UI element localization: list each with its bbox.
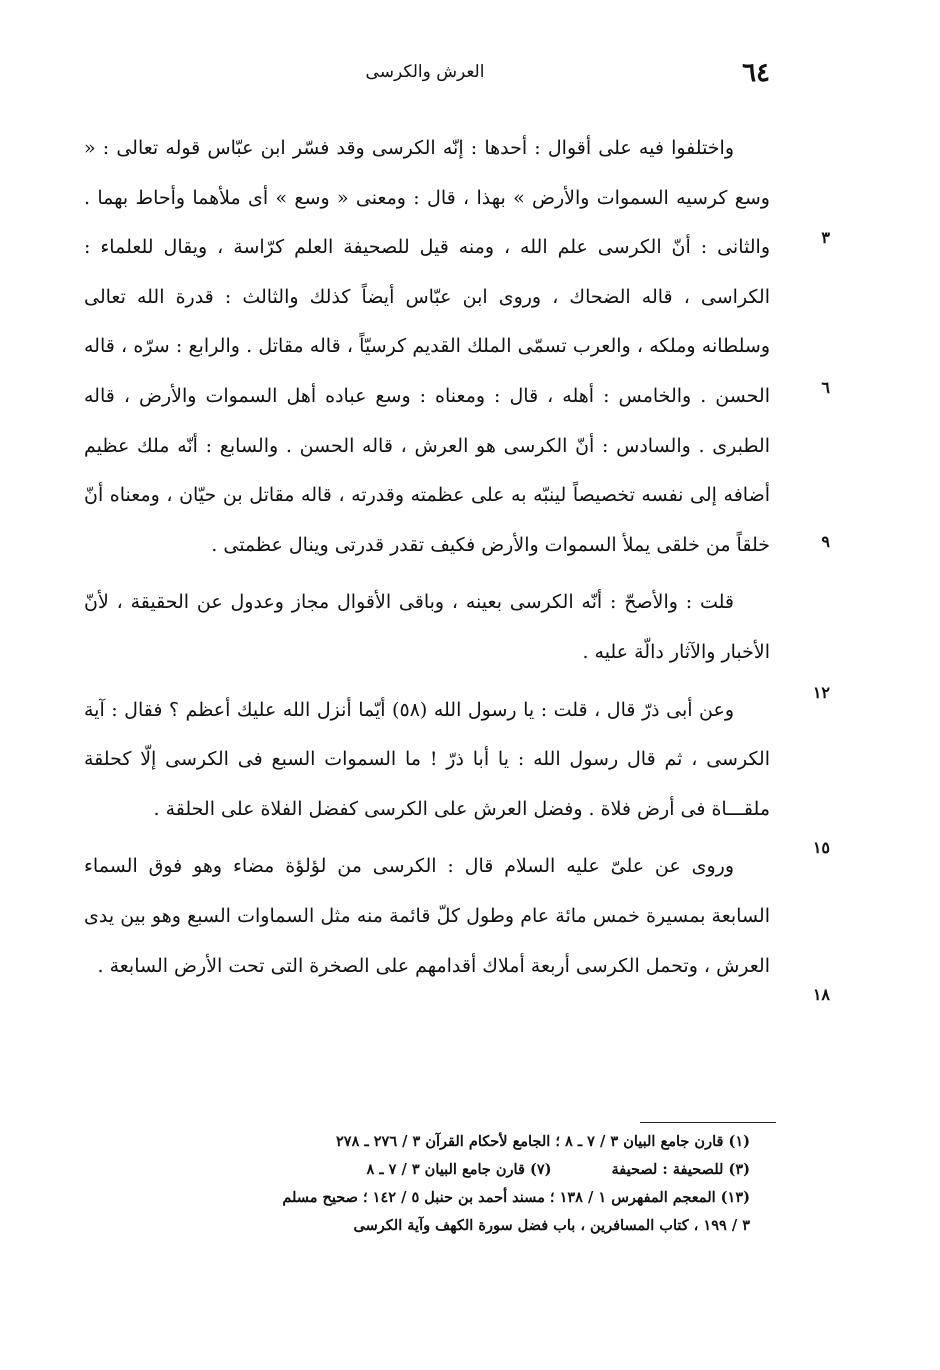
paragraph: قلت : والأصحّ : أنّه الكرسى بعينه ، وباقى الأقوال مجاز وعدول عن الحقيقة ، لأنّ الأخبار والآثار دالّة عليه . [84,591,770,663]
footnotes [100,1128,750,1240]
paragraph: وعن أبى ذرّ قال ، قلت : يا رسول الله (٥٨) أيّما أنزل الله عليك أعظم ؟ فقال : آية الكرسى ، ثم قال رسول الله : يا أبا ذرّ ! ما السموات السبع فى الكرسى إلّا كحلقة ملقـــاة فى أرض فلاة . وفضل العرش على الكرسى كفضل الفلاة على الحلقة . [84,698,770,820]
page-number: ٦٤ [742,58,770,88]
line-number: ١٢ [812,683,830,702]
running-head [80,58,770,94]
footnote: (٧) قارن جامع البيان ٣ / ٧ ـ ٨ [366,1161,552,1178]
main-text [84,124,770,991]
footnote: (١٣) المعجم المفهرس ١ / ١٣٨ ؛ مسند أحمد بن حنبل ٥ / ١٤٢ ؛ صحيح مسلم [282,1189,750,1206]
paragraph: وروى عن علىّ عليه السلام قال : الكرسى من لؤلؤة مضاء وهو فوق السماء السابعة بمسيرة خمس مائة عام وطول كلّ قائمة منه مثل السماوات السبع وهو بين يدى العرش ، وتحمل الكرسى أربعة أملاك أقدامهم على الصخرة التى تحت الأرض السابعة . [84,855,770,977]
line-number: ١٨ [812,985,830,1004]
footnote-continuation: ٣ / ١٩٩ ، كتاب المسافرين ، باب فضل سورة الكهف وآية الكرسى [353,1217,750,1234]
running-title: العرش والكرسى [365,62,485,82]
line-number: ٦ [821,378,830,397]
line-number: ٩ [821,532,830,551]
line-number: ١٥ [812,838,830,857]
footnote: (٣) للصحيفة : لصحيفة [611,1161,750,1178]
footnote-row [100,1156,750,1184]
line-number: ٣ [821,228,830,247]
paragraph: واختلفوا فيه على أقوال : أحدها : إنّه الكرسى وقد فسّر ابن عبّاس قوله تعالى : « وسع كرسيه السموات والأرض » بهذا ، قال : ومعنى « وسع » أى ملأهما وأحاط بهما . والثانى : أنّ الكرسى علم الله ، ومنه قيل للصحيفة العلم كرّاسة ، ويقال للعلماء : الكراسى ، قاله الضحاك ، وروى ابن عبّاس أيضاً كذلك والثالث : قدرة الله تعالى وسلطانه وملكه ، والعرب تسمّى الملك القديم كرسيّاً ، قاله مقاتل . والرابع : سرّه ، قاله الحسن . والخامس : أهله ، قال : ومعناه : وسع عباده أهل السموات والأرض ، قاله الطبرى . والسادس : أنّ الكرسى هو العرش ، قاله الحسن . والسابع : أنّه ملك عظيم أضافه إلى نفسه تخصيصاً لينبّه به على عظمته وقدرته ، قاله مقاتل بن حيّان ، ومعناه أنّ خلقاً من خلقى يملأ السموات والأرض فكيف تقدر قدرتى وينال عظمتى . [84,137,770,556]
footnote: (١) قارن جامع البيان ٣ / ٧ ـ ٨ ؛ الجامع لأحكام القرآن ٣ / ٢٧٦ ـ ٢٧٨ [336,1133,750,1150]
footnote-divider [640,1122,776,1123]
